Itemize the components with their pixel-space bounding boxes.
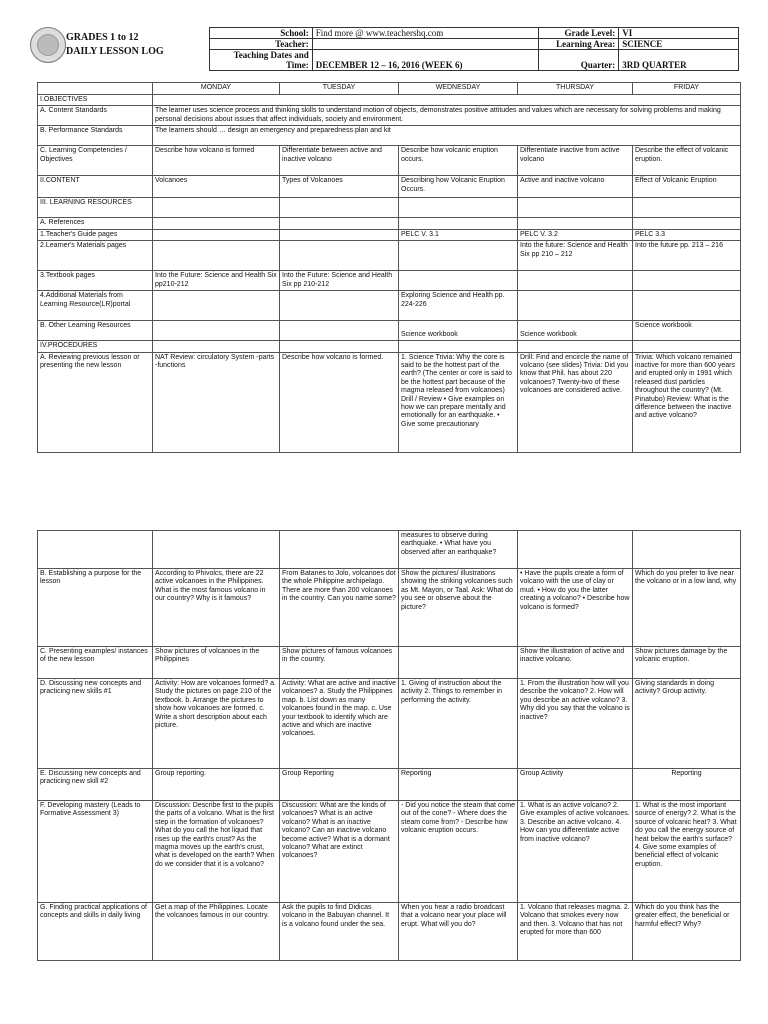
objectives-blank	[153, 95, 741, 106]
lr-tuesday	[280, 291, 399, 321]
lm-friday: Into the future pp. 213 – 216	[633, 241, 741, 271]
examples-wednesday	[399, 647, 518, 679]
d1-monday: Activity: How are volcanoes formed? a. Study the pictures on page 210 of the textbook. b. Arrange the pictures to show how volcanoes are formed. c. Write a short description about each picture.	[153, 679, 280, 769]
discussion-2-label: E. Discussing new concepts and practicing new skill #2	[38, 769, 153, 801]
blank-cell	[153, 218, 280, 229]
quarter-label: Quarter:	[539, 50, 619, 71]
practical-thursday: 1. Volcano that releases magma. 2. Volcano that smokes every now and then. 3. Volcano that has not erupted for more than 600	[518, 903, 633, 961]
d1-wednesday: 1. Giving of instruction about the activity 2. Things to remember in performing the activity.	[399, 679, 518, 769]
d1-tuesday: Activity: What are active and inactive volcanoes? a. Study the Philippines map. b. List down as many volcanoes found in the map. c. Use your textbook to identify which are active and which are inactive volcanoes.	[280, 679, 399, 769]
other-wednesday: Science workbook	[399, 321, 518, 341]
grade-level-label: Grade Level:	[539, 28, 619, 39]
lm-thursday: Into the future: Science and Health Six pp 210 – 212	[518, 241, 633, 271]
blank-cell	[518, 341, 633, 352]
d1-friday: Giving standards in doing activity? Group activity.	[633, 679, 741, 769]
lr-thursday	[518, 291, 633, 321]
d2-monday: Group reporting.	[153, 769, 280, 801]
performance-standards-text: The learners should … design an emergency and preparedness plan and kit	[153, 126, 741, 146]
day-header-thursday: THURSDAY	[518, 83, 633, 95]
practical-friday: Which do you think has the greater effect, the beneficial or harmful effect? Why?	[633, 903, 741, 961]
teaching-dates-label-2: Time:	[285, 60, 309, 70]
references-label: A. References	[38, 218, 153, 229]
content-wednesday: Describing how Volcanic Eruption Occurs.	[399, 176, 518, 198]
blank-cell	[633, 218, 741, 229]
teaching-dates-label-1: Teaching Dates and	[233, 50, 309, 60]
review-wednesday: 1. Science Trivia: Why the core is said to be the hottest part of the earth? (The center or core is said to be the hottest part because of the magma released from volcanoes) Drill / Review • Give examples on how we can prepare mentally and emotionally for an earthquake. • Give some precautionary	[399, 352, 518, 452]
lr-friday	[633, 291, 741, 321]
learners-materials-label: 2.Learner's Materials pages	[38, 241, 153, 271]
blank-cell	[399, 218, 518, 229]
other-tuesday	[280, 321, 399, 341]
blank-cell	[280, 198, 399, 218]
purpose-friday: Which do you prefer to live near the volcano or in a low land, why	[633, 569, 741, 647]
quarter-value: 3RD QUARTER	[619, 50, 739, 71]
review-monday: NAT Review: circulatory System -parts -functions	[153, 352, 280, 452]
purpose-monday: According to Phivolcs, there are 22 active volcanoes in the Philippines. What is the most famous volcano in our country? Why is it famous?	[153, 569, 280, 647]
resources-label: III. LEARNING RESOURCES	[38, 198, 153, 218]
examples-friday: Show pictures damage by the volcanic eruption.	[633, 647, 741, 679]
page-one	[0, 0, 768, 488]
d2-wednesday: Reporting	[399, 769, 518, 801]
competency-monday: Describe how volcano is formed	[153, 146, 280, 176]
tb-monday: Into the Future: Science and Health Six pp210-212	[153, 271, 280, 291]
lr-monday	[153, 291, 280, 321]
examples-tuesday: Show pictures of famous volcanoes in the country.	[280, 647, 399, 679]
purpose-wednesday: Show the pictures/ illustrations showing the striking volcanoes such as Mt. Mayon, or Taal. Ask: What do you see or observe about the picture?	[399, 569, 518, 647]
teacher-label: Teacher:	[210, 39, 313, 50]
tg-friday: PELC 3.3	[633, 229, 741, 240]
other-thursday: Science workbook	[518, 321, 633, 341]
content-tuesday: Types of Volcanoes	[280, 176, 399, 198]
competency-wednesday: Describe how volcanic eruption occurs.	[399, 146, 518, 176]
school-label: School:	[210, 28, 313, 39]
cont-thursday	[518, 531, 633, 569]
grade-level-value: VI	[619, 28, 739, 39]
teaching-dates-value: DECEMBER 12 – 16, 2016 (WEEK 6)	[312, 50, 539, 71]
procedures-label: IV.PROCEDURES	[38, 341, 153, 352]
lm-monday	[153, 241, 280, 271]
learning-area-value: SCIENCE	[619, 39, 739, 50]
additional-materials-label: 4.Additional Materials from Learning Resource(LR)portal	[38, 291, 153, 321]
lesson-log-table-page2	[37, 530, 741, 961]
d2-thursday: Group Activity	[518, 769, 633, 801]
lr-wednesday: Exploring Science and Health pp. 224-226	[399, 291, 518, 321]
review-tuesday: Describe how volcano is formed.	[280, 352, 399, 452]
day-header-tuesday: TUESDAY	[280, 83, 399, 95]
mastery-wednesday: - Did you notice the steam that come out of the cone? - Where does the steam come from? - Describe how volcanic eruption occurs.	[399, 801, 518, 903]
title-line-1: GRADES 1 to 12	[66, 32, 139, 43]
practical-tuesday: Ask the pupils to find Didicas volcano in the Babuyan channel. It is a volcano found under the sea.	[280, 903, 399, 961]
practical-label: G. Finding practical applications of concepts and skills in daily living	[38, 903, 153, 961]
blank-cell	[518, 198, 633, 218]
lesson-log-table-page1	[37, 82, 741, 453]
textbook-label: 3.Textbook pages	[38, 271, 153, 291]
review-label: A. Reviewing previous lesson or presenting the new lesson	[38, 352, 153, 452]
tg-thursday: PELC V. 3.2	[518, 229, 633, 240]
purpose-thursday: • Have the pupils create a form of volcano with the use of clay or mud. • How do you the latter creating a volcano? • Describe how volcano is formed?	[518, 569, 633, 647]
tg-tuesday	[280, 229, 399, 240]
tb-tuesday: Into the Future: Science and Health Six pp 210-212	[280, 271, 399, 291]
day-header-wednesday: WEDNESDAY	[399, 83, 518, 95]
day-header-monday: MONDAY	[153, 83, 280, 95]
mastery-tuesday: Discussion: What are the kinds of volcanoes? What is an active volcano? What is an inactive volcano? Can an inactive volcano become active? What is a dormant volcano? What are extinct volcanoes?	[280, 801, 399, 903]
mastery-label: F. Developing mastery (Leads to Formative Assessment 3)	[38, 801, 153, 903]
cont-wednesday: measures to observe during earthquake. • What have you observed after an earthquake?	[399, 531, 518, 569]
lm-wednesday	[399, 241, 518, 271]
mastery-thursday: 1. What is an active volcano? 2. Give examples of active volcanoes. 3. Describe an active volcano. 4. How can you differentiate active from inactive volcano?	[518, 801, 633, 903]
competency-friday: Describe the effect of volcanic eruption.	[633, 146, 741, 176]
other-monday	[153, 321, 280, 341]
header-info-table	[209, 27, 739, 71]
page-two	[0, 530, 768, 1024]
performance-standards-label: B. Performance Standards	[38, 126, 153, 146]
learning-area-label: Learning Area:	[539, 39, 619, 50]
lm-tuesday	[280, 241, 399, 271]
tb-thursday	[518, 271, 633, 291]
blank-cell	[280, 341, 399, 352]
discussion-1-label: D. Discussing new concepts and practicing new skills #1	[38, 679, 153, 769]
tb-wednesday	[399, 271, 518, 291]
purpose-label: B. Establishing a purpose for the lesson	[38, 569, 153, 647]
competencies-label: C. Learning Competencies / Objectives	[38, 146, 153, 176]
purpose-tuesday: From Batanes to Jolo, volcanoes dot the whole Philippine archipelago. There are more than 200 volcanoes in the country. Can you name some?	[280, 569, 399, 647]
blank-cell	[633, 198, 741, 218]
mastery-monday: Discussion: Describe first to the pupils the parts of a volcano. What is the first step in the formation of volcanoes? What do you call the hot liquid that rises up the earth's crust? As the magma moves up the earth's crust, what is developed on the earth? When do we consider that it is a volcano?	[153, 801, 280, 903]
mastery-friday: 1. What is the most important source of energy? 2. What is the source of volcanic heat? 3. What do you call the energy source of heat below the earth's surface? 4. Give some examples of beneficial effect of volcanic eruption.	[633, 801, 741, 903]
other-resources-label: B. Other Learning Resources	[38, 321, 153, 341]
blank-cell	[518, 218, 633, 229]
teacher-value	[312, 39, 539, 50]
content-thursday: Active and inactive volcano	[518, 176, 633, 198]
examples-label: C. Presenting examples/ instances of the new lesson	[38, 647, 153, 679]
review-thursday: Drill: Find and encircle the name of volcano (see slides) Trivia: Did you know that Phil. has about 220 volcanoes? Twenty-two of these volcanoes are considered active.	[518, 352, 633, 452]
blank-cell	[633, 341, 741, 352]
blank-cell	[153, 341, 280, 352]
school-value: Find more @ www.teachershq.com	[312, 28, 539, 39]
teaching-dates-label	[210, 50, 313, 71]
log-title	[66, 31, 164, 59]
content-friday: Effect of Volcanic Eruption	[633, 176, 741, 198]
tb-friday	[633, 271, 741, 291]
cont-friday	[633, 531, 741, 569]
d2-tuesday: Group Reporting	[280, 769, 399, 801]
cont-tuesday	[280, 531, 399, 569]
blank-cell	[399, 198, 518, 218]
practical-monday: Get a map of the Philippines. Locate the volcanoes famous in our country.	[153, 903, 280, 961]
competency-thursday: Differentiate inactive from active volcano	[518, 146, 633, 176]
content-monday: Volcanoes	[153, 176, 280, 198]
blank-cell	[153, 198, 280, 218]
d1-thursday: 1. From the illustration how will you describe the volcano? 2. How will you describe an active volcano? 3. Why did you say that the volcano is inactive?	[518, 679, 633, 769]
d2-friday: Reporting	[633, 769, 741, 801]
tg-wednesday: PELC V. 3.1	[399, 229, 518, 240]
practical-wednesday: When you hear a radio broadcast that a volcano near your place will erupt. What will you do?	[399, 903, 518, 961]
objectives-heading: I.OBJECTIVES	[38, 95, 153, 106]
teachers-guide-label: 1.Teacher's Guide pages	[38, 229, 153, 240]
content-label: II.CONTENT	[38, 176, 153, 198]
continuation-blank	[38, 531, 153, 569]
review-friday: Trivia: Which volcano remained inactive for more than 600 years and erupted only in 1991 which released dust particles throughout the country? (Mt. Pinatubo) Review: What is the difference between the inactive and active volcano?	[633, 352, 741, 452]
examples-thursday: Show the illustration of active and inactive volcano.	[518, 647, 633, 679]
blank-cell	[280, 218, 399, 229]
other-friday: Science workbook	[633, 321, 741, 341]
content-standards-label: A. Content Standards	[38, 106, 153, 126]
blank-cell	[399, 341, 518, 352]
content-standards-text: The learner uses science process and thinking skills to understand motion of objects, demonstrates positive attitudes and values which are necessary for solving problems and making personal decisions about issues that affect individuals, society and environment.	[153, 106, 741, 126]
day-header-friday: FRIDAY	[633, 83, 741, 95]
deped-seal-icon	[30, 27, 66, 63]
examples-monday: Show pictures of volcanoes in the Philippines	[153, 647, 280, 679]
tg-monday	[153, 229, 280, 240]
competency-tuesday: Differentiate between active and inactive volcano	[280, 146, 399, 176]
cont-monday	[153, 531, 280, 569]
corner-cell	[38, 83, 153, 95]
title-line-2: DAILY LESSON LOG	[66, 46, 164, 57]
